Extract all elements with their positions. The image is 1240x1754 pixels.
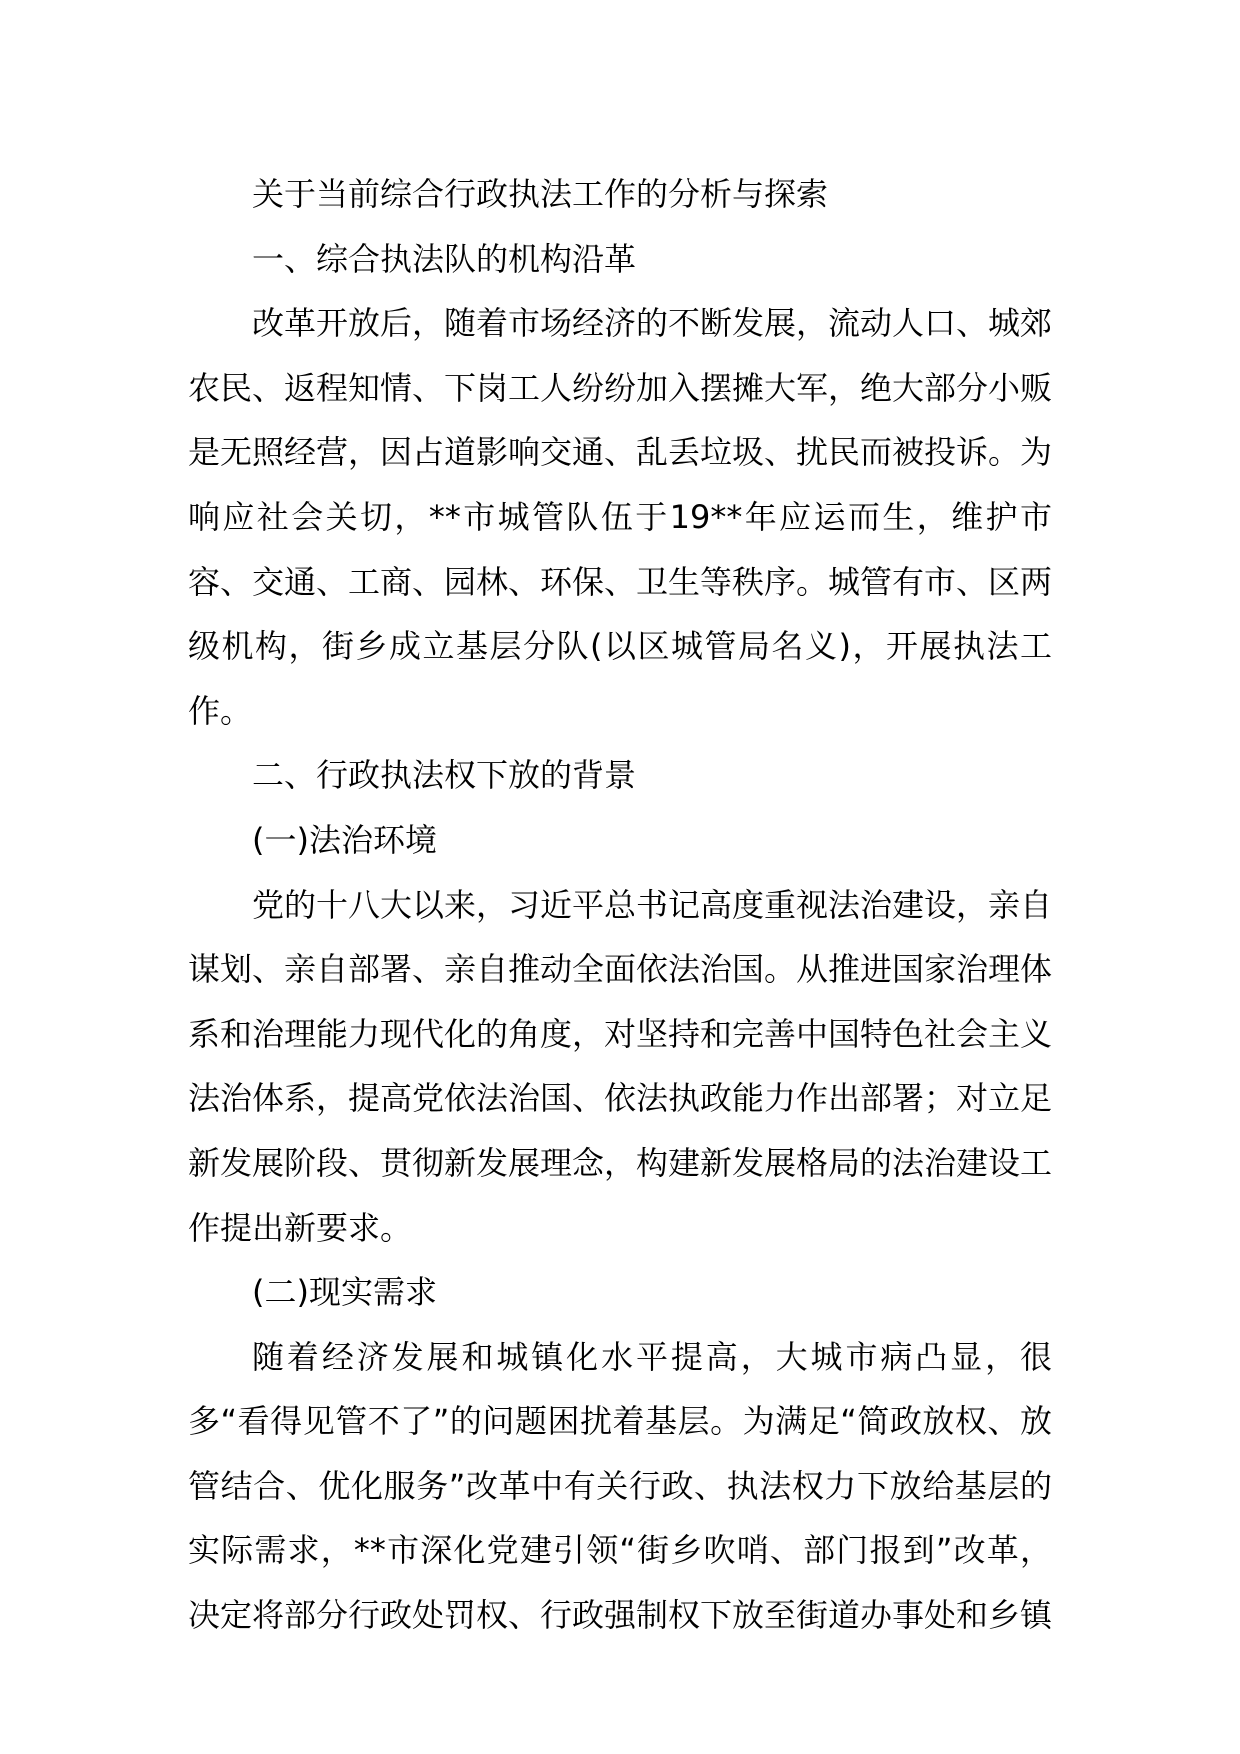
document-title: 关于当前综合行政执法工作的分析与探索 bbox=[252, 175, 829, 213]
paragraph-2: 党的十八大以来，习近平总书记高度重视法治建设，亲自谋划、亲自部署、亲自推动全面依法治国。从推进国家治理体系和治理能力现代化的角度，对坚持和完善中国特色社会主义法治体系，提高党依法治国、依法执政能力作出部署；对立足新发展阶段、贯彻新发展理念，构建新发展格局的法治建设工作提出新要求。 bbox=[188, 885, 1053, 1247]
paragraph-1: 改革开放后，随着市场经济的不断发展，流动人口、城郊农民、返程知情、下岗工人纷纷加入摆摊大军，绝大部分小贩是无照经营，因占道影响交通、乱丢垃圾、扰民而被投诉。为响应社会关切，**市城管队伍于19**年应运而生，维护市容、交通、工商、园林、环保、卫生等秩序。城管有市、区两级机构，街乡成立基层分队(以区城管局名义)，开展执法工作。 bbox=[188, 304, 1053, 730]
section-heading-2: 二、行政执法权下放的背景 bbox=[252, 756, 637, 795]
section-heading-1: 一、综合执法队的机构沿革 bbox=[252, 239, 637, 278]
document-body bbox=[188, 162, 1052, 1648]
paragraph-3: 随着经济发展和城镇化水平提高，大城市病凸显，很多“看得见管不了”的问题困扰着基层。为满足“简政放权、放管结合、优化服务”改革中有关行政、执法权力下放给基层的实际需求，**市深化党建引领“街乡吹哨、部门报到”改革，决定将部分行政处罚权、行政强制权下放至街道办事处和乡镇 bbox=[188, 1337, 1053, 1635]
subsection-heading-2: (二)现实需求 bbox=[252, 1273, 437, 1312]
subsection-heading-1: (一)法治环境 bbox=[252, 820, 437, 859]
